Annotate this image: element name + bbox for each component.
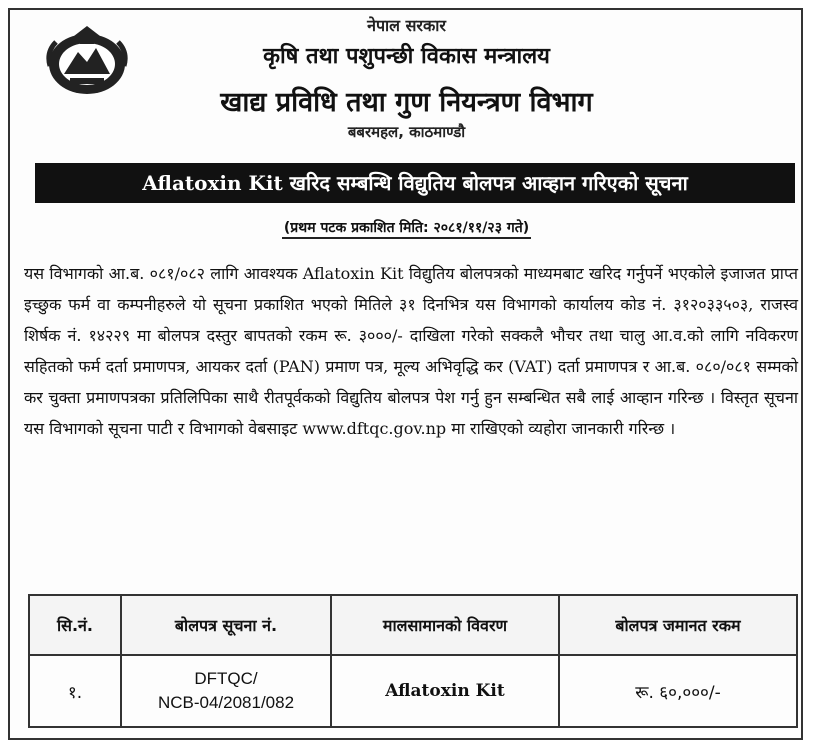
cell-sn: १.	[29, 655, 121, 727]
notice-no-line1: DFTQC/	[194, 669, 258, 688]
cell-security-amount: रू. ६०,०००/-	[559, 655, 797, 727]
table-row	[29, 655, 797, 727]
department-name: खाद्य प्रविधि तथा गुण नियन्त्रण विभाग	[220, 87, 593, 118]
column-header-security: बोलपत्र जमानत रकम	[559, 595, 797, 655]
column-header-item: मालसामानको विवरण	[331, 595, 559, 655]
column-header-notice-no: बोलपत्र सूचना नं.	[121, 595, 331, 655]
notice-no-line2: NCB-04/2081/082	[157, 693, 295, 712]
government-name: नेपाल सरकार	[367, 16, 446, 35]
ministry-name: कृषि तथा पशुपन्छी विकास मन्त्रालय	[263, 44, 550, 69]
bid-table	[28, 594, 798, 728]
column-header-sn: सि.नं.	[29, 595, 121, 655]
notice-body: यस विभागको आ.ब. ०८१/०८२ लागि आवश्यक Aflatoxin Kit विद्युतिय बोलपत्रको माध्यमबाट खरिद गर्नुपर्ने भएकोले इजाजत प्राप्त इच्छुक फर्म वा कम्पनीहरुले यो सूचना प्रकाशित भएको मितिले ३१ दिनभित्र यस विभागको कार्यालय कोड नं. ३१२०३३५०३, राजस्व शिर्षक नं. १४२२९ मा बोलपत्र दस्तुर बापतको रकम रू. ३०००/- दाखिला गरेको सक्कलै भौचर तथा चालु आ.व.को लागि नविकरण सहितको फर्म दर्ता प्रमाणपत्र, आयकर दर्ता (PAN) प्रमाण पत्र, मूल्य अभिवृद्धि कर (VAT) दर्ता प्रमाणपत्र र आ.ब. ०८०/०८१ सम्मको कर चुक्ता प्रमाणपत्रका प्रतिलिपिका साथै रीतपूर्वकको विद्युतिय बोलपत्र पेश गर्नु हुन सम्बन्धित सबै लाई आव्हान गरिन्छ । विस्तृत सूचना यस विभागको सूचना पाटी र विभागको वेबसाइट www.dftqc.gov.np मा राखिएको व्यहोरा जानकारी गरिन्छ ।	[24, 264, 798, 438]
notice-title-banner: Aflatoxin Kit खरिद सम्बन्धि विद्युतिय बोलपत्र आव्हान गरिएको सूचना	[35, 163, 795, 203]
publication-date-text: (प्रथम पटक प्रकाशित मिति: २०८१/११/२३ गते)	[282, 220, 531, 239]
cell-notice-no	[121, 655, 331, 727]
department-address: बबरमहल, काठमाण्डौ	[347, 123, 466, 141]
publication-date	[0, 218, 813, 237]
cell-item: Aflatoxin Kit	[331, 655, 559, 727]
table-header-row	[29, 595, 797, 655]
